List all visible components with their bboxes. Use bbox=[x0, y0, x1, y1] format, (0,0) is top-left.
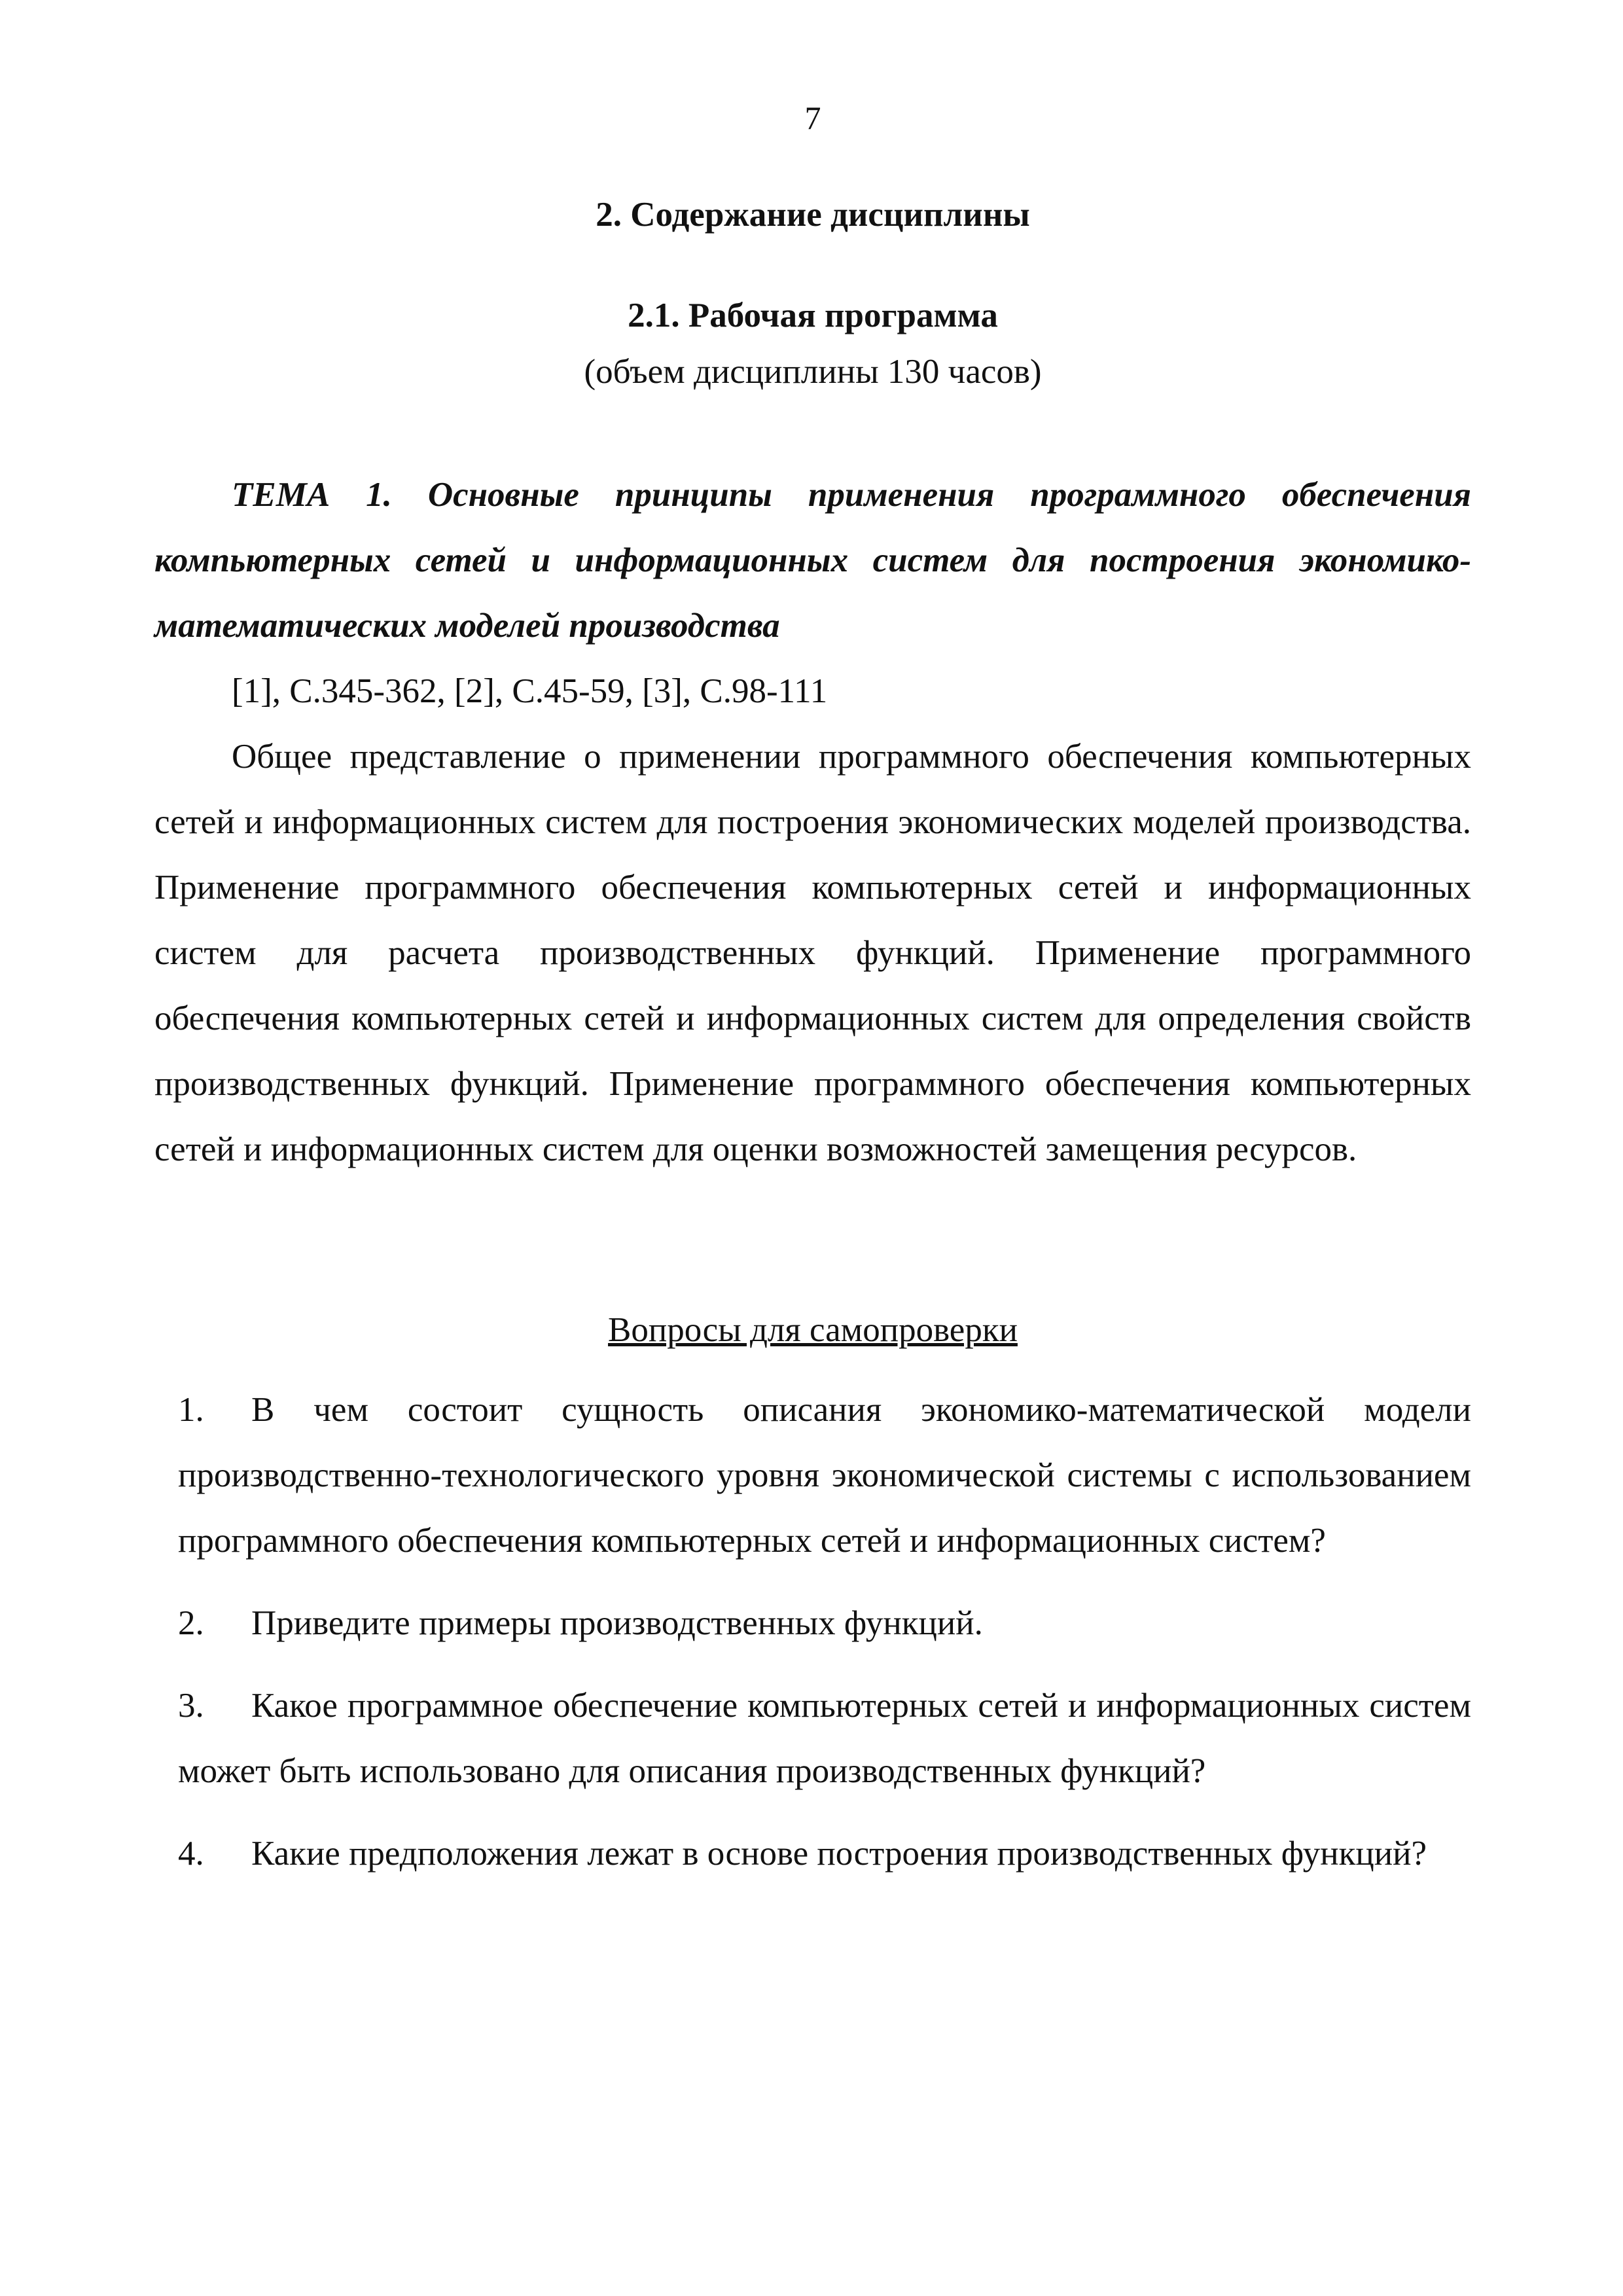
topic-section bbox=[154, 462, 1471, 1182]
question-item bbox=[178, 1377, 1471, 1573]
discipline-volume: (объем дисциплины 130 часов) bbox=[584, 353, 1042, 391]
questions-list bbox=[178, 1377, 1471, 1886]
topic-description: Общее представление о применении программного обеспечения компьютерных сетей и информационных систем для построения экономических моделей производства. Применение программного обеспечения компьютерных сетей и информационных систем для расчета производственных функций. Применение программного обеспечения компьютерных сетей и информационных систем для определения свойств производственных функций. Применение программного обеспечения компьютерных сетей и информационных систем для оценки возможностей замещения ресурсов. bbox=[154, 738, 1471, 1168]
topic-heading: ТЕМА 1. Основные принципы применения программного обеспечения компьютерных сетей и информационных систем для построения экономико-математических моделей производства bbox=[154, 476, 1471, 645]
self-check-section bbox=[154, 1308, 1471, 1886]
question-number: 2. bbox=[178, 1604, 204, 1642]
question-text: Какие предположения лежат в основе построения производственных функций? bbox=[251, 1835, 1427, 1873]
question-item bbox=[178, 1590, 1471, 1656]
question-item bbox=[178, 1821, 1471, 1886]
page-content bbox=[154, 98, 1471, 1903]
section-subtitle: 2.1. Рабочая программа bbox=[628, 296, 998, 334]
question-number: 4. bbox=[178, 1835, 204, 1873]
questions-title: Вопросы для самопроверки bbox=[608, 1311, 1018, 1349]
question-number: 3. bbox=[178, 1687, 204, 1725]
page-number: 7 bbox=[804, 99, 821, 136]
question-text: В чем состоит сущность описания экономико-математической модели производственно-технологического уровня экономической системы с использованием программного обеспечения компьютерных сетей и информационных систем? bbox=[178, 1391, 1471, 1560]
question-number: 1. bbox=[178, 1391, 204, 1429]
topic-references: [1], С.345-362, [2], С.45-59, [3], С.98-111 bbox=[232, 672, 828, 710]
question-item bbox=[178, 1673, 1471, 1804]
section-title: 2. Содержание дисциплины bbox=[596, 196, 1030, 234]
question-text: Какое программное обеспечение компьютерных сетей и информационных систем может быть использовано для описания производственных функций? bbox=[178, 1687, 1471, 1790]
question-text: Приведите примеры производственных функций. bbox=[251, 1604, 983, 1642]
